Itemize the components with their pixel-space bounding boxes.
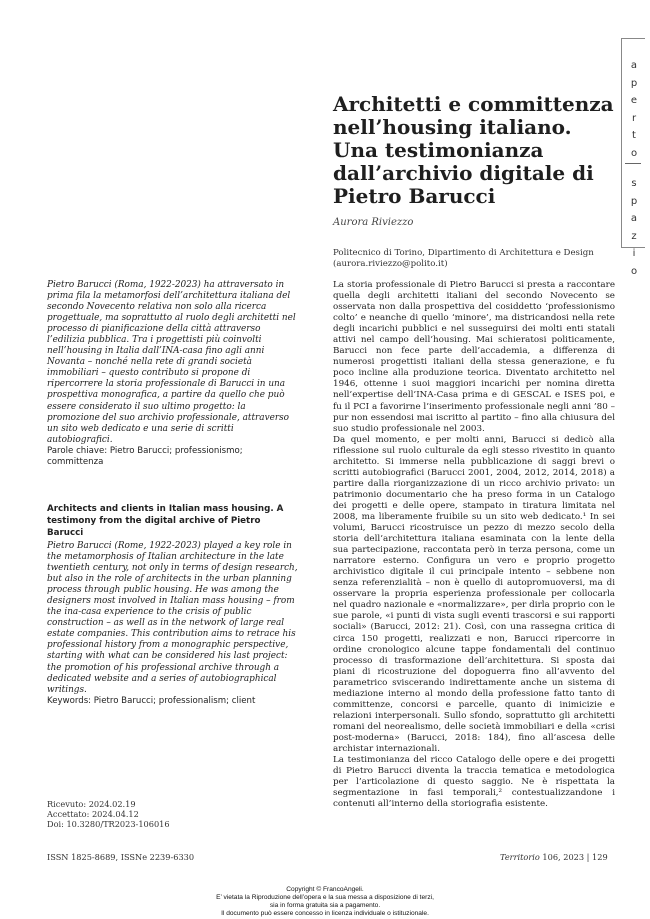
side-tab-word-aperto: a p e r t o — [630, 60, 638, 159]
accepted-date: Accettato: 2024.04.12 — [47, 809, 139, 820]
copyright-line: Il documento può essere concesso in licenza individuale o istituzionale. — [221, 910, 429, 918]
author-email: (aurora.riviezzo@polito.it) — [333, 259, 448, 269]
article-title: Architetti e committenza nell’housing italiano. Una testimonianza dall’archivio digitale di Pietro Barucci — [333, 92, 614, 208]
submission-dates — [47, 799, 170, 830]
abstract-italian-text: Pietro Barucci (Roma, 1922-2023) ha attraversato in prima fila la metamorfosi dell’architettura italiana del secondo Novecento relativa non solo alla ricerca progettuale, ma soprattutto al ruolo degli architetti nel processo di pianificazione della città attraverso l’edilizia pubblica. Tra i progettisti più coinvolti nell’housing in Italia dall’INA-casa fino agli anni Novanta – nonché nella rete di grandi società immobiliari – questo contributo si propone di ripercorrere la storia professionale di Barucci in una prospettiva monografica, a partire da quello che può essere considerato il suo ultimo progetto: la promozione del suo archivio professionale, attraverso un sito web dedicato e una serie di scritti autobiografici. — [47, 280, 296, 445]
author-affiliation — [333, 248, 613, 270]
copyright-line: sia in forma gratuita sia a pagamento. — [269, 902, 381, 910]
abstract-english — [47, 541, 299, 707]
keywords-italian: Parole chiave: Pietro Barucci; professionismo; committenza — [47, 445, 243, 467]
received-date: Ricevuto: 2024.02.19 — [47, 799, 136, 809]
copyright-line: E’ vietata la Riproduzione dell’opera e la sua messa a disposizione di terzi, — [216, 894, 434, 902]
body-paragraph-1: La storia professionale di Pietro Barucci si presta a raccontare quella degli architetti italiani del secondo Novecento se osservata non dalla prospettiva del cosiddetto ‘professionismo colto’ e neanche di quello ‘minore’, ma districandosi nella rete degli incarichi pubblici e nel susseguirsi dei molti enti statali attivi nel campo dell’housing. Mai schieratosi politicamente, Barucci non fece parte dell’accademia, a differenza di numerosi progettisti italiani della stessa generazione, e fu poco incline alla produzione teorica. Diventato architetto nel 1946, ottenne i suoi maggiori incarichi per nomina diretta nell’expertise dell’INA-Casa prima e di GESCAL e ISES poi, e fu il PCI a favorirne l’inserimento professionale negli anni ’80 – pur non essendosi mai iscritto al partito – fino alla chiusura del suo studio professionale nel 2003. — [333, 280, 615, 434]
copyright-notice — [0, 886, 650, 918]
copyright-line: Copyright © FrancoAngeli. — [286, 886, 364, 893]
doi: Doi: 10.3280/TR2023-106016 — [47, 819, 170, 830]
side-tab-word-spazio: s p a z i o — [630, 178, 638, 277]
body-paragraph-2: Da quel momento, e per molti anni, Barucci si dedicò alla riflessione sul ruolo culturale da egli stesso rivestito in quanto architetto. Si immerse nella pubblicazione di saggi brevi o scritti autobiografici (Barucci 2001, 2004, 2012, 2014, 2018) a partire dalla riorganizzazione di un ricco archivio privato: un patrimonio documentario che ha preso forma in un Catalogo dei progetti e delle opere, stampato in tiratura limitata nel 2008, ma liberamente fruibile su un sito web dedicato.¹ In sei volumi, Barucci ricostruisce un pezzo di mezzo secolo della storia dell’architettura italiana esaminata con la lente della sua partecipazione, raccontata però in terza persona, come un narratore esterno. Configura un vero e proprio progetto archivistico digitale il cui principale intento – sebbene non senza referenzialità – non è quello di autopromuoversi, ma di osservare la propria esperienza professionale per collocarla nel quadro nazionale e «normalizzare», per dirla proprio con le sue parole, «i punti di vista sugli eventi trascorsi e sui rapporti sociali» (Barucci, 2012: 21). Così, con una rassegna critica di circa 150 progetti, realizzati e non, Barucci ripercorre in ordine cronologico alcune tappe fondamentali del continuo processo di trasformazione dell’architettura. Si sposta dai piani di ricostruzione del dopoguerra fino all’avvento del parametrico sviscerando indirettamente anche un sistema di mediazione interno al mondo della professione fatto tanto di committenze, concorsi e parcelle, quanto di inimicizie e relazioni interpersonali. Sullo sfondo, soprattutto gli architetti romani del neorealismo, delle società immobiliari e della «crisi post-moderna» (Barucci, 2018: 184), fino all’ascesa delle archistar internazionali. — [333, 434, 615, 754]
abstract-italian — [47, 280, 299, 468]
issn-line: ISSN 1825-8689, ISSNe 2239-6330 — [47, 852, 195, 862]
side-tab-divider — [625, 163, 641, 164]
affiliation-line: Politecnico di Torino, Dipartimento di Architettura e Design — [333, 248, 594, 258]
keywords-english: Keywords: Pietro Barucci; professionalism; client — [47, 695, 256, 706]
journal-issue-page: 106, 2023 | 129 — [539, 852, 608, 862]
abstract-english-title: Architects and clients in Italian mass housing. A testimony from the digital archive of Pietro Barucci — [47, 504, 284, 538]
main-body-text — [333, 280, 615, 810]
author-name: Aurora Riviezzo — [333, 217, 414, 228]
section-side-tab — [621, 38, 645, 277]
abstract-english-text: Pietro Barucci (Rome, 1922-2023) played a key role in the metamorphosis of Italian architecture in the late twentieth century, not only in terms of design research, but also in the role of architects in the urban planning process through public housing. He was among the designers most involved in Italian mass housing – from the ina-casa experience to the crisis of public construction – as well as in the network of large real estate companies. This contribution aims to retrace his professional history from a monographic perspective, starting with what can be considered his last project: the promotion of his professional archive through a dedicated website and a series of autobiographical writings. — [47, 541, 298, 695]
journal-footer — [500, 852, 608, 862]
journal-name: Territorio — [500, 852, 540, 862]
body-paragraph-3: La testimonianza del ricco Catalogo delle opere e dei progetti di Pietro Barucci diventa la traccia tematica e metodologica per l’articolazione di questo saggio. Ne è rispettata la segmentazione in fasi temporali,² contestualizzandone i contenuti all’interno della storiografia esistente. — [333, 755, 615, 810]
